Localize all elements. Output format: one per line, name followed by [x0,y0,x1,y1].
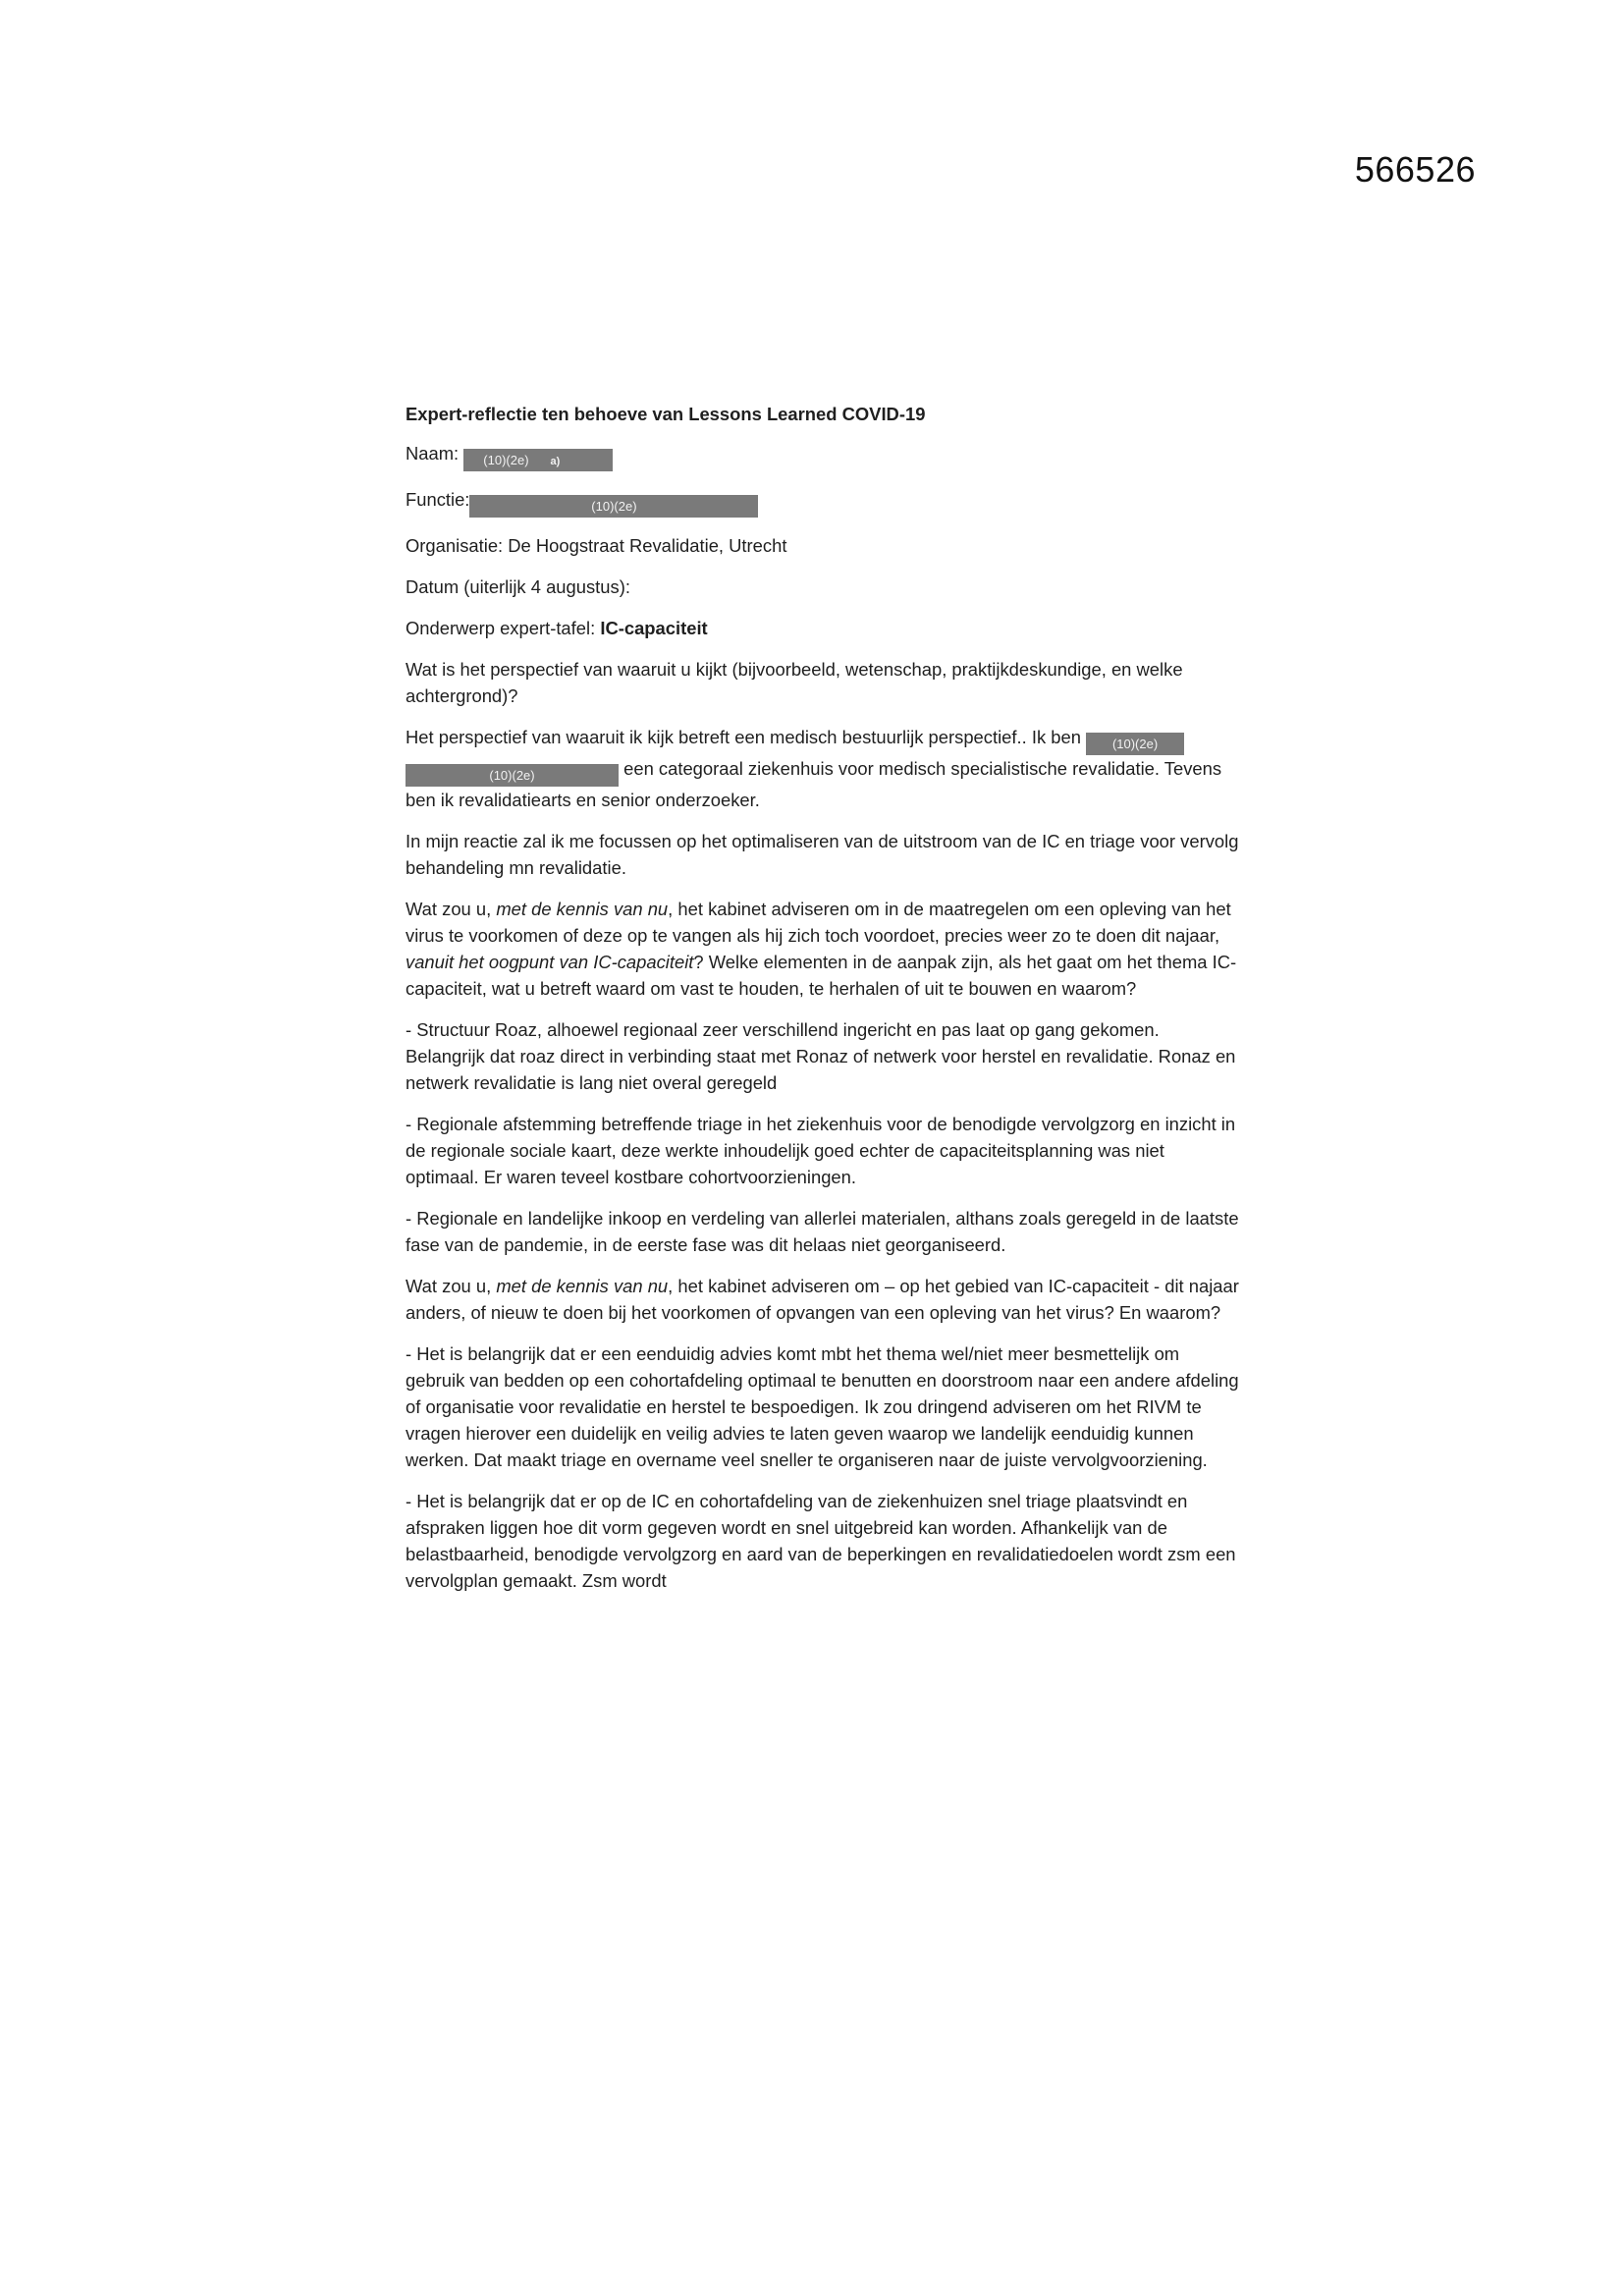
document-title: Expert-reflectie ten behoeve van Lessons Learned COVID-19 [406,404,926,424]
field-naam [406,440,1240,471]
question-2: Wat zou u, met de kennis van nu, het kabinet adviseren om in de maatregelen om een opleving van het virus te voorkomen of deze op te vangen als hij zich toch voordoet, precies weer zo te doen dit najaar, vanuit het oogpunt van IC-capaciteit? Welke elementen in de aanpak zijn, als het gaat om het thema IC-capaciteit, wat u betreft waard om vast te houden, te herhalen of uit te bouwen en waarom? [406,899,1237,999]
answer-2-item: - Regionale afstemming betreffende triage in het ziekenhuis voor de benodigde vervolgzorg en inzicht in de regionale sociale kaart, deze werkte inhoudelijk goed echter de capaciteitsplanning was niet optimaal. Er waren teveel kostbare cohortvoorzieningen. [406,1114,1236,1187]
onderwerp-value: IC-capaciteit [600,618,708,638]
field-functie [406,486,1240,518]
redaction-role: (10)(2e) [1086,733,1184,755]
answer-1-text-b: een categoraal ziekenhuis voor medisch specialistische revalidatie. Tevens ben ik revalidatiearts en senior onderzoeker. [406,758,1222,810]
answer-3-item: - Het is belangrijk dat er een eenduidig advies komt mbt het thema wel/niet meer besmettelijk om gebruik van bedden op een cohortafdeling optimaal te benutten en doorstroom naar een andere afdeling of organisatie voor revalidatie en herstel te bespoedigen. Ik zou dringend adviseren om het RIVM te vragen hierover een duidelijk en veilig advies te laten geven waarop we landelijk eenduidig kunnen werken. Dat maakt triage en overname veel sneller te organiseren naar de juiste vervolgvoorziening. [406,1343,1239,1470]
answer-1-text-a: Het perspectief van waaruit ik kijk betreft een medisch bestuurlijk perspectief.. Ik ben [406,727,1081,747]
answer-1-focus: In mijn reactie zal ik me focussen op het optimaliseren van de uitstroom van de IC en triage voor vervolg behandeling mn revalidatie. [406,831,1239,878]
redaction-functie: (10)(2e) [469,495,758,518]
document-body [406,401,1240,1609]
redaction-organisation: (10)(2e) [406,764,619,787]
functie-label: Functie: [406,489,470,510]
redaction-naam: (10)(2e) a) [463,449,613,471]
answer-2-item: - Regionale en landelijke inkoop en verdeling van allerlei materialen, althans zoals geregeld in de laatste fase van de pandemie, in de eerste fase was dit helaas niet georganiseerd. [406,1208,1239,1255]
naam-label: Naam: [406,443,460,464]
field-organisatie: Organisatie: De Hoogstraat Revalidatie, Utrecht [406,535,787,556]
document-number: 566526 [1354,149,1476,190]
answer-1 [406,724,1240,813]
answer-3-item: - Het is belangrijk dat er op de IC en cohortafdeling van de ziekenhuizen snel triage plaatsvindt en afspraken liggen hoe dit vorm gegeven wordt en snel uitgebreid kan worden. Afhankelijk van de belastbaarheid, benodigde vervolgzorg en aard van de beperkingen en revalidatiedoelen wordt zsm een vervolgplan gemaakt. Zsm wordt [406,1491,1236,1591]
answer-2-item: - Structuur Roaz, alhoewel regionaal zeer verschillend ingericht en pas laat op gang gekomen. Belangrijk dat roaz direct in verbinding staat met Ronaz of netwerk voor herstel en revalidatie. Ronaz en netwerk revalidatie is lang niet overal geregeld [406,1019,1236,1093]
field-datum: Datum (uiterlijk 4 augustus): [406,576,630,597]
field-onderwerp [406,615,1240,641]
question-3: Wat zou u, met de kennis van nu, het kabinet adviseren om – op het gebied van IC-capaciteit - dit najaar anders, of nieuw te doen bij het voorkomen of opvangen van een opleving van het virus? En waarom? [406,1276,1239,1323]
question-1: Wat is het perspectief van waaruit u kijkt (bijvoorbeeld, wetenschap, praktijkdeskundige, en welke achtergrond)? [406,659,1183,706]
onderwerp-label: Onderwerp expert-tafel: [406,618,596,638]
